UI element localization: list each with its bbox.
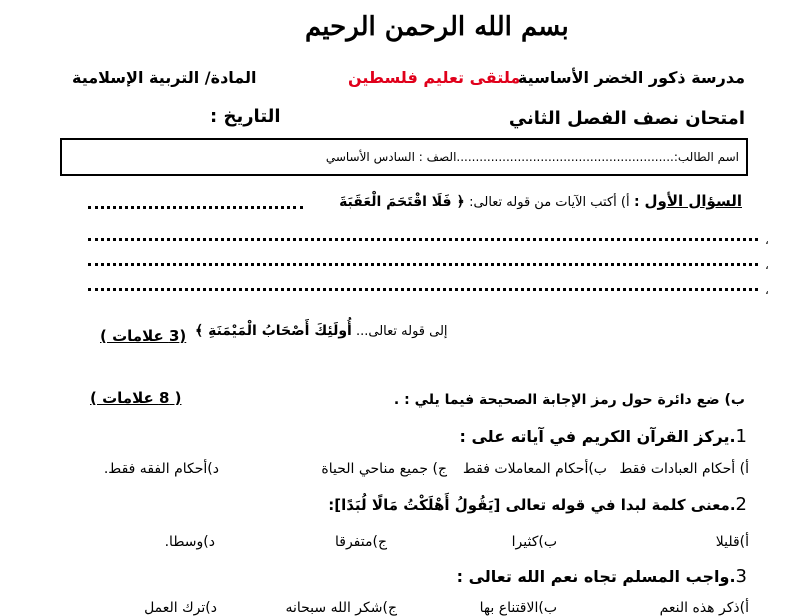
q1-colon: : [634,194,645,210]
q1-title: السؤال الأول [644,192,742,210]
to-verse-prefix: إلى قوله تعالى... [355,324,448,339]
mcq-3-stem [457,566,747,587]
date-label: التاريخ : [210,106,281,127]
mcq-1-option-a[interactable]: أ) أحكام العبادات فقط [619,461,749,477]
q1-to-verse-line [195,323,448,339]
subject-label: المادة/ التربية الإسلامية [72,68,257,87]
mcq-3-option-b[interactable]: ب)الاقتناع بها [479,600,557,616]
q1-header [339,192,742,210]
mcq-3-option-a[interactable]: أ)ذكر هذه النعم [659,600,749,616]
mcq-1-option-c[interactable]: ج) جميع مناحي الحياة [321,461,447,477]
school-name: مدرسة ذكور الخضر الأساسية [517,68,745,87]
to-verse: أُولَئِكَ أَصْحَابُ الْمَيْمَنَةِ ﴾ [195,323,352,339]
answer-line-3[interactable] [88,288,758,291]
forum-name: ملتقى تعليم فلسطين [348,68,521,87]
mcq-3-number: 3 [735,566,747,587]
marks-b: ( 8 علامات ) [90,389,182,407]
mcq-2-option-a[interactable]: أ)قليلا [715,534,749,550]
mcq-3-option-c[interactable]: ج)شكر الله سبحانه [285,600,397,616]
mcq-1-stem [460,426,748,447]
mcq-2-option-c[interactable]: ج)متفرقا [335,534,387,550]
mcq-2-option-d[interactable]: د)وسطا. [164,534,215,550]
mcq-3-option-d[interactable]: د)ترك العمل [144,600,217,616]
mcq-1-option-b[interactable]: ب)أحكام المعاملات فقط [462,461,607,477]
q1-part-a-prefix: أ) أكتب الآيات من قوله تعالى: [469,195,630,210]
answer-line-1[interactable] [88,238,758,241]
mcq-2-option-b[interactable]: ب)كثيرا [511,534,557,550]
line-comma-3: ، [765,283,769,297]
answer-line-0[interactable] [88,206,303,209]
mcq-1-option-d[interactable]: د)أحكام الفقه فقط. [103,461,219,477]
line-comma-2: ، [765,258,769,272]
mcq-2-number: 2 [735,494,747,515]
mcq-1-text: .يركز القرآن الكريم في آياته على : [459,427,736,446]
line-comma-1: ، [765,233,769,247]
student-name-line: اسم الطالب:.........................................................الصف : السادس الأساسي [325,150,739,164]
answer-line-2[interactable] [88,263,758,266]
q1-part-a-verse: ﴿ فَلَا اقْتَحَمَ الْعَقَبَةَ [339,194,465,210]
basmala: بسم الله الرحمن الرحيم [305,12,569,42]
q1-part-b: ب) ضع دائرة حول رمز الإجابة الصحيحة فيما يلي : . [393,392,745,408]
mcq-3-text: .واجب المسلم تجاه نعم الله تعالى : [456,567,736,586]
exam-title: امتحان نصف الفصل الثاني [508,108,745,129]
mcq-2-text: .معنى كلمة لبدا في قوله تعالى [يَقُولُ أَهْلَكْتُ مَالًا لُبَدًا]: [328,496,736,514]
mcq-2-stem [328,494,747,515]
mcq-1-number: 1 [735,426,747,447]
marks-a: (3 علامات ) [100,327,187,345]
